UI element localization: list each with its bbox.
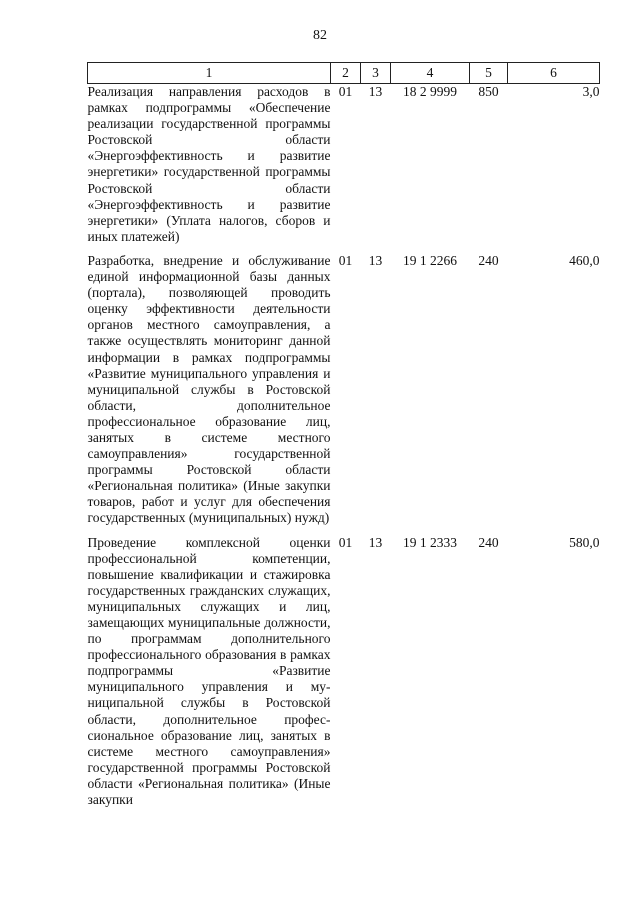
- row-description: Проведение комплексной оценки профессиональной компетенции, повышение квалификации и стажировка государственных гражданских служащих, муниципальных служащих и лиц, замещающих муниципальные должности, по программам дополнительного профессионального образования в рамках подпрограммы «Развитие муниципального управления и муниципальной службы в Ростовской области, дополнительное профессиональное образование лиц, занятых в системе местного самоуправления» государственной программы Ростовской области «Региональная политика» (Иные закупки: [87, 534, 331, 808]
- budget-table: [87, 62, 600, 816]
- table-row: [88, 535, 600, 817]
- row-subsection-code: 13: [368, 84, 383, 99]
- row-amount: 460,0: [569, 252, 600, 268]
- row-target-item-code: 18 2 9999: [403, 84, 457, 99]
- row-amount: 580,0: [569, 534, 600, 550]
- row-target-item-code: 19 1 2333: [403, 534, 457, 550]
- table-row: [88, 84, 600, 253]
- row-section-code: 01: [338, 534, 353, 550]
- header-col-5: 5: [470, 63, 508, 84]
- header-col-6: 6: [508, 63, 600, 84]
- page-number: 82: [313, 28, 327, 43]
- row-description: Реализация направления расходов в рамках подпрограммы «Обеспечение реализации государственной программы Ростовской области «Энергоэффективность и развитие энергетики» государственной программы Ростовской области «Энергоэффективность и развитие энергетики» (Уплата налогов, сборов и иных платежей): [87, 84, 331, 244]
- row-subsection-code: 13: [368, 534, 383, 550]
- row-subsection-code: 13: [368, 252, 383, 268]
- header-col-4: 4: [391, 63, 470, 84]
- row-section-code: 01: [338, 84, 353, 99]
- table-row: [88, 253, 600, 535]
- table-header-row: [88, 63, 600, 84]
- header-col-3: 3: [361, 63, 391, 84]
- row-section-code: 01: [338, 252, 353, 268]
- row-expense-type-code: 850: [478, 84, 499, 99]
- row-description: Разработка, внедрение и обслуживание единой информационной базы данных (портала), позволяющей проводить оценку эффективности деятельности органов местного самоуправления, а также осуществлять мониторинг данной информации в рамках подпрограммы «Развитие муниципального управления и муниципальной службы в Ростовской области, дополнительное профессиональное образование лиц, занятых в системе местного самоуправления» государственной программы Ростовской области «Региональная политика» (Иные закупки товаров, работ и услуг для обеспечения государственных (муниципальных) нужд): [87, 252, 331, 526]
- row-target-item-code: 19 1 2266: [403, 252, 457, 268]
- header-col-1: 1: [88, 63, 331, 84]
- row-amount: 3,0: [582, 84, 600, 99]
- row-expense-type-code: 240: [478, 252, 499, 268]
- row-expense-type-code: 240: [478, 534, 499, 550]
- header-col-2: 2: [331, 63, 361, 84]
